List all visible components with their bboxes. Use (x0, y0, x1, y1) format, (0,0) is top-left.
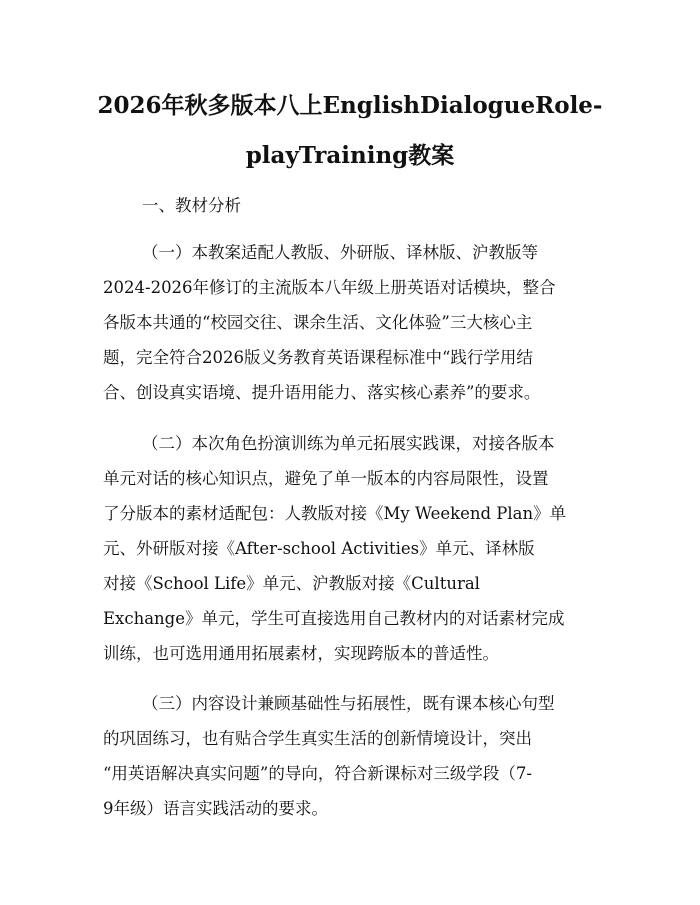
paragraph-2-line-2: 单元对话的核心知识点，避免了单一版本的内容局限性，设置 (103, 469, 549, 488)
document-title-line-2: playTraining教案 (245, 142, 455, 169)
paragraph-3-line-3: “用英语解决真实问题”的导向，符合新课标对三级学段（7- (103, 764, 532, 783)
paragraph-2-line-5: 对接《School Life》单元、沪教版对接《Cultural (103, 574, 480, 593)
paragraph-2-line-3: 了分版本的素材适配包：人教版对接《My Weekend Plan》单 (103, 504, 567, 523)
paragraph-1-line-1: （一）本教案适配人教版、外研版、译林版、沪教版等 (142, 243, 538, 262)
paragraph-1-line-5: 合、创设真实语境、提升语用能力、落实核心素养”的要求。 (103, 383, 541, 402)
paragraph-1-line-4: 题，完全符合2026版义务教育英语课程标准中“践行学用结 (103, 348, 533, 367)
section-heading: 一、教材分析 (142, 196, 241, 215)
document-title-line-1: 2026年秋多版本八上EnglishDialogueRole- (97, 92, 603, 119)
paragraph-2-line-7: 训练，也可选用通用拓展素材，实现跨版本的普适性。 (103, 644, 499, 663)
paragraph-3-line-1: （三）内容设计兼顾基础性与拓展性，既有课本核心句型 (142, 694, 555, 713)
paragraph-3-line-2: 的巩固练习，也有贴合学生真实生活的创新情境设计，突出 (103, 729, 532, 748)
paragraph-1-line-3: 各版本共通的“校园交往、课余生活、文化体验”三大核心主 (103, 313, 533, 332)
paragraph-1-line-2: 2024-2026年修订的主流版本八年级上册英语对话模块，整合 (103, 278, 556, 297)
paragraph-2-line-6: Exchange》单元，学生可直接选用自己教材内的对话素材完成 (103, 609, 565, 628)
paragraph-2-line-1: （二）本次角色扮演训练为单元拓展实践课，对接各版本 (142, 434, 555, 453)
paragraph-2-line-4: 元、外研版对接《After-school Activities》单元、译林版 (103, 539, 535, 558)
paragraph-3-line-4: 9年级）语言实践活动的要求。 (103, 799, 328, 818)
